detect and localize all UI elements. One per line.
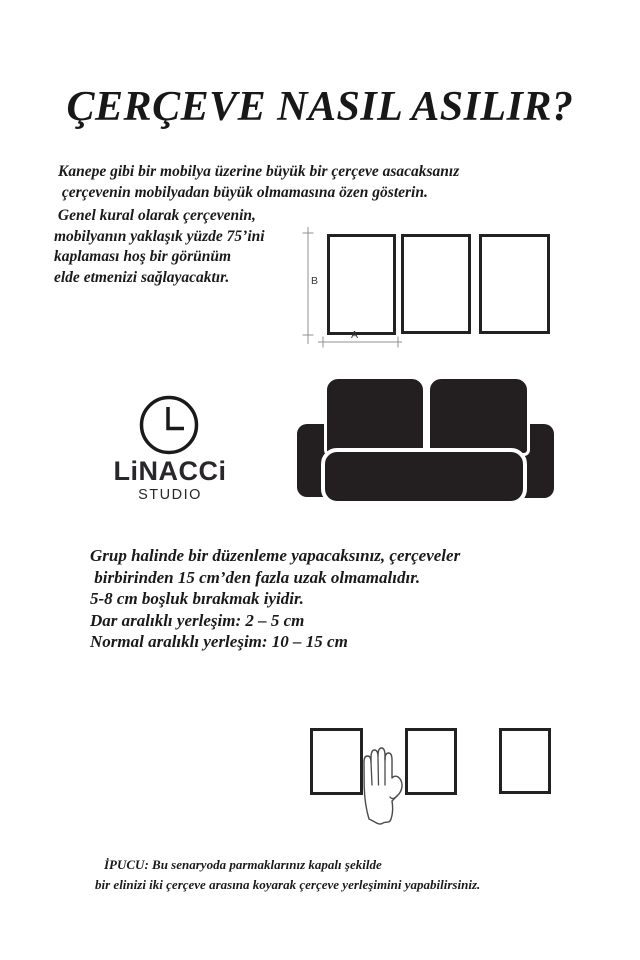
width-dimension-label: A xyxy=(351,329,359,341)
page-title: ÇERÇEVE NASIL ASILIR? xyxy=(66,84,574,130)
clock-icon xyxy=(138,394,200,456)
hand-icon xyxy=(360,746,404,828)
rule-line: mobilyanın yaklaşık yüzde 75’ini xyxy=(54,227,265,245)
spacing-line: Normal aralıklı yerleşim: 10 – 15 cm xyxy=(90,632,348,651)
rule-line: kaplaması hoş bir görünüm xyxy=(54,248,232,265)
frame-rect xyxy=(479,234,550,334)
spacing-line: Grup halinde bir düzenleme yapacaksınız, çerçeveler xyxy=(90,546,461,565)
spacing-line: Dar aralıklı yerleşim: 2 – 5 cm xyxy=(90,610,305,630)
frame-rect xyxy=(310,728,363,795)
logo-subtitle: STUDIO xyxy=(138,487,202,503)
intro-line: çerçevenin mobilyadan büyük olmamasına özen gösterin. xyxy=(58,184,428,201)
sofa-back-cushion-left xyxy=(324,376,426,456)
frame-rect xyxy=(499,728,551,794)
rule-line: Genel kural olarak çerçevenin, xyxy=(54,207,256,224)
logo-wordmark: LiNACCi xyxy=(113,456,227,486)
height-dimension-label: B xyxy=(311,275,319,287)
frame-rect xyxy=(401,234,471,334)
rule-line: elde etmenizi sağlayacaktır. xyxy=(54,268,230,286)
tip-line: İPUCU: Bu senaryoda parmaklarınız kapalı şekilde xyxy=(104,857,382,872)
intro-line: Kanepe gibi bir mobilya üzerine büyük bir çerçeve asacaksanız xyxy=(58,163,460,180)
frame-rect xyxy=(405,728,457,795)
spacing-line: 5-8 cm boşluk bırakmak iyidir. xyxy=(90,589,304,608)
frame-rect xyxy=(327,234,396,335)
sofa-icon xyxy=(293,376,558,502)
intro-paragraph xyxy=(58,161,459,203)
sofa-seat-cushion xyxy=(321,448,527,505)
tip-line: bir elinizi iki çerçeve arasına koyarak çerçeve yerleşimini yapabilirsiniz. xyxy=(95,876,481,892)
frame-dimension-diagram xyxy=(296,226,556,351)
brand-logo xyxy=(90,376,250,511)
tip-paragraph xyxy=(95,855,480,894)
spacing-line: birbirinden 15 cm’den fazla uzak olmamalıdır. xyxy=(90,567,421,587)
rule-paragraph xyxy=(54,206,265,288)
sofa-back-cushion-right xyxy=(427,376,530,456)
hand-spacing-diagram xyxy=(305,724,560,832)
spacing-paragraph xyxy=(90,545,460,653)
